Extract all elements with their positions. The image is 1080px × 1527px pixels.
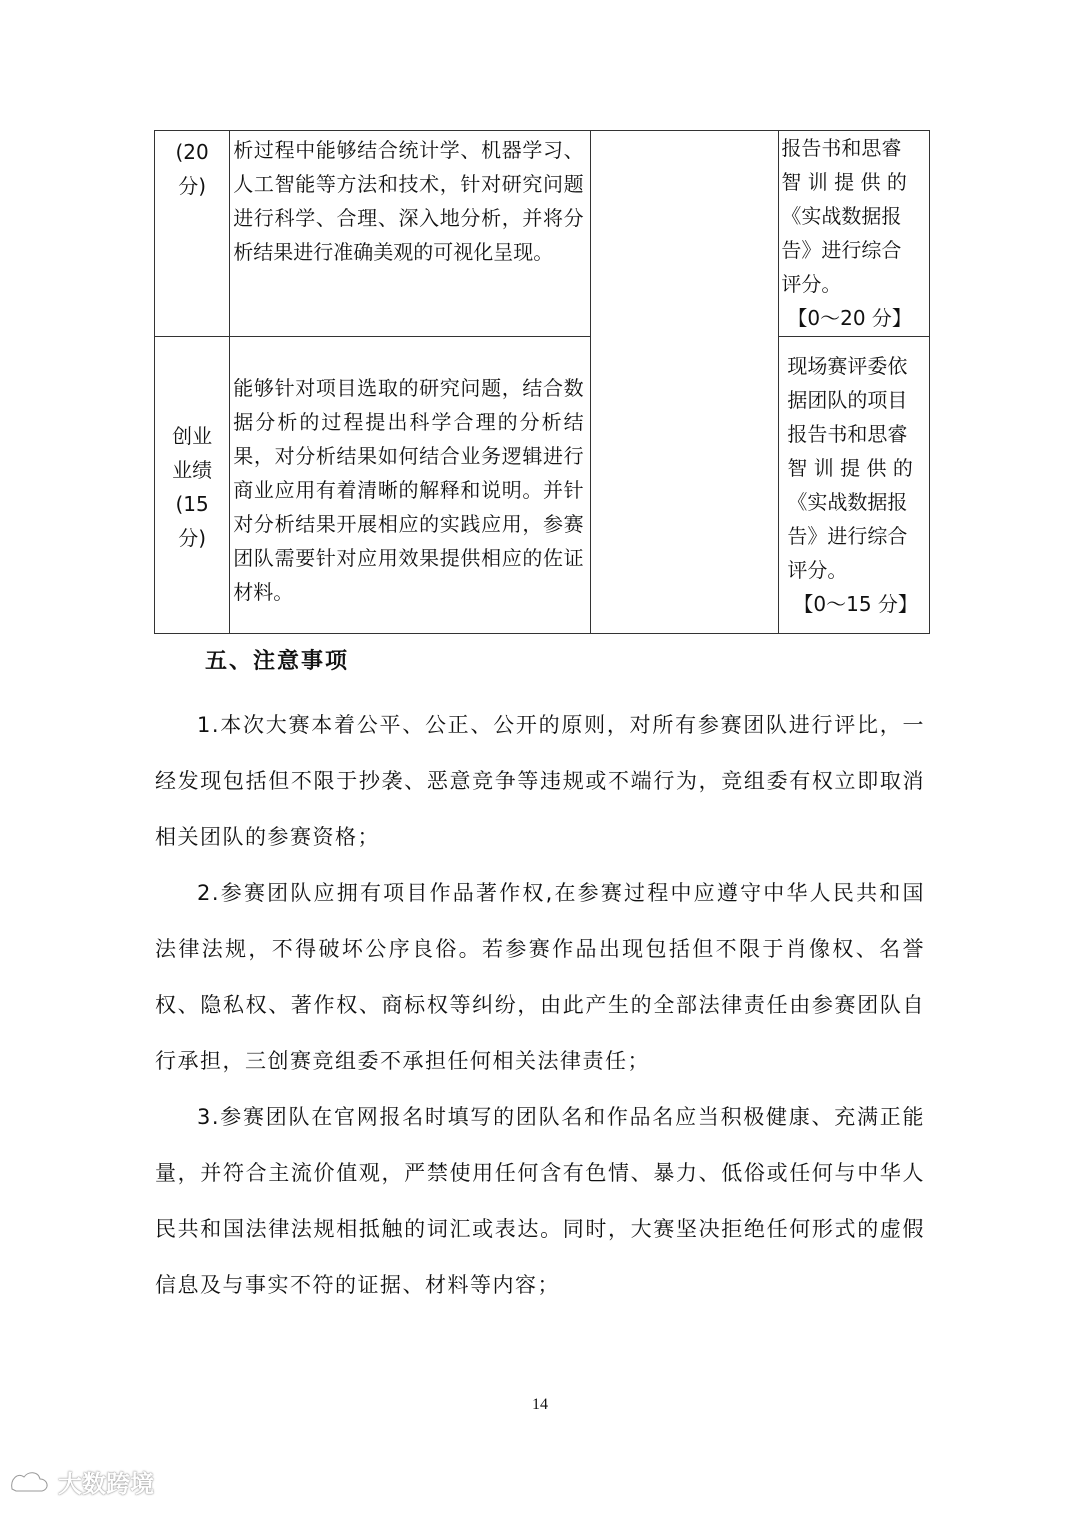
watermark-text: 大数跨境 [58,1470,154,1498]
watermark-logo-icon [8,1469,52,1495]
table-row [155,131,930,337]
category-line: 分) [178,174,207,198]
watermark [8,1464,154,1499]
category-line: 业绩 [172,458,213,482]
description-text: 能够针对项目选取的研究问题，结合数据分析的过程提出科学合理的分析结果，对分析结果如何结合业务逻辑进行商业应用有着清晰的解释和说明。并针对分析结果开展相应的实践应用，参赛团队需要针对应用效果提供相应的佐证材料。 [233,376,584,604]
category-cell [155,337,230,634]
notice-paragraph: 1.本次大赛本着公平、公正、公开的原则，对所有参赛团队进行评比，一经发现包括但不限于抄袭、恶意竞争等违规或不端行为，竞组委有权立即取消相关团队的参赛资格； [155,713,925,849]
category-cell [155,131,230,337]
scoring-criteria-table [154,130,930,634]
category-line: (20 [175,140,209,164]
rating-line: 评分。 [787,558,848,582]
rating-line: 报告书和思睿 [781,136,902,160]
rating-line: 报告书和思睿 [787,422,908,446]
category-line: 分) [178,526,207,550]
notice-body [155,697,925,1313]
score-range: 【0～20 分】 [787,306,912,330]
empty-cell [590,131,779,634]
rating-line: 现场赛评委依 [787,354,908,378]
rating-line: 评分。 [781,272,842,296]
notice-paragraph: 3.参赛团队在官网报名时填写的团队名和作品名应当积极健康、充满正能量，并符合主流价值观，严禁使用任何含有色情、暴力、低俗或任何与中华人民共和国法律法规相抵触的词汇或表达。同时，大赛坚决拒绝任何形式的虚假信息及与事实不符的证据、材料等内容； [155,1105,925,1297]
rating-line: 智 训 提 供 的 [781,170,907,194]
rating-line: 《实战数据报 [787,490,908,514]
rating-line: 告》进行综合 [787,524,908,548]
rating-line: 智 训 提 供 的 [787,456,913,480]
section-title: 五、注意事项 [205,649,350,674]
category-line: (15 [175,492,209,516]
notice-paragraph: 2.参赛团队应拥有项目作品著作权,在参赛过程中应遵守中华人民共和国法律法规，不得破坏公序良俗。若参赛作品出现包括但不限于肖像权、名誉权、隐私权、著作权、商标权等纠纷，由此产生的全部法律责任由参赛团队自行承担，三创赛竞组委不承担任何相关法律责任； [155,881,925,1073]
table-row [155,337,930,634]
category-line: 创业 [172,424,213,448]
page-number: 14 [532,1396,548,1413]
description-cell [230,131,590,337]
rating-cell [779,131,930,337]
rating-line: 告》进行综合 [781,238,902,262]
description-cell [230,337,590,634]
score-range: 【0～15 分】 [793,592,918,616]
rating-cell [779,337,930,634]
rating-line: 据团队的项目 [787,388,908,412]
description-text: 析过程中能够结合统计学、机器学习、人工智能等方法和技术，针对研究问题进行科学、合理、深入地分析，并将分析结果进行准确美观的可视化呈现。 [233,138,584,264]
rating-line: 《实战数据报 [781,204,902,228]
